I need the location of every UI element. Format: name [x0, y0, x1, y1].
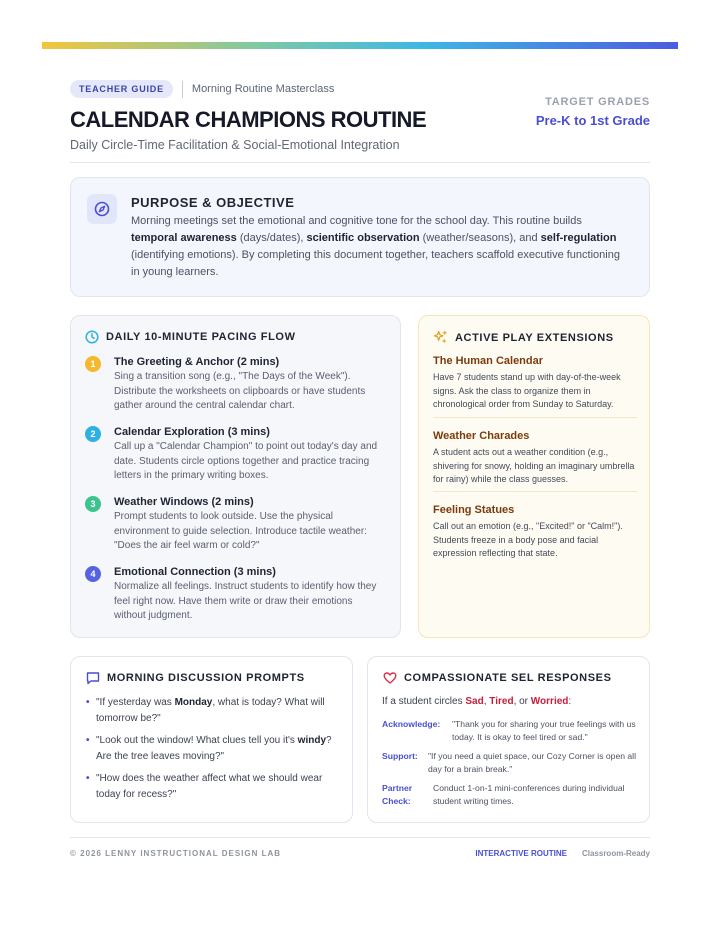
- play-item-body: A student acts out a weather condition (e.g., shivering for snowy, holding an imaginary umbrella for rainy) while the class guesses.: [433, 447, 635, 484]
- play-item-body: Call out an emotion (e.g., "Excited!" or "Calm!"). Students freeze in a body pose and facial expression reflecting that state.: [433, 521, 623, 558]
- step-number: 3: [85, 496, 101, 512]
- sel-key: Partner Check:: [382, 783, 413, 806]
- sel-key: Acknowledge:: [382, 719, 441, 729]
- step-title: Weather Windows (2 mins): [114, 496, 254, 508]
- sel-value: "If you need a quiet space, our Cozy Corner is open all day for a brain break.": [428, 751, 636, 774]
- tag-divider: [182, 81, 183, 98]
- sel-responses-card: [367, 656, 650, 823]
- active-play-card: [418, 315, 650, 638]
- step-title: Calendar Exploration (3 mins): [114, 426, 270, 438]
- sparkle-icon: [433, 330, 448, 345]
- footer-divider: [70, 837, 650, 838]
- prompt-item: • "Look out the window! What clues tell you it's windy? Are the tree leaves moving?": [86, 733, 341, 765]
- step-number: 4: [85, 566, 101, 582]
- footer-status-label: Classroom-Ready: [581, 849, 650, 858]
- play-header: [433, 330, 614, 345]
- pacing-step: [85, 355, 385, 414]
- play-item-title: Weather Charades: [433, 430, 530, 442]
- pacing-header: [85, 330, 296, 344]
- teacher-guide-badge: TEACHER GUIDE: [70, 80, 173, 98]
- prompts-header: [86, 671, 305, 685]
- sel-row-partner-check: [382, 782, 642, 808]
- sel-title: COMPASSIONATE SEL RESPONSES: [404, 672, 612, 684]
- step-body: Sing a transition song (e.g., "The Days of the Week"). Distribute the worksheets on clipboards or have students gather around the central calendar chart.: [114, 371, 366, 411]
- step-body: Normalize all feelings. Instruct students to identify how they feel right now. Have them write or draw their emotions without judgment.: [114, 581, 377, 621]
- play-title: ACTIVE PLAY EXTENSIONS: [455, 331, 614, 344]
- prompt-item: • "If yesterday was Monday, what is today? What will tomorrow be?": [86, 695, 341, 727]
- step-number: 2: [85, 426, 101, 442]
- page-subtitle: Daily Circle-Time Facilitation & Social-Emotional Integration: [70, 138, 400, 152]
- discussion-prompts-card: [70, 656, 353, 823]
- series-label: Morning Routine Masterclass: [191, 83, 335, 95]
- prompts-title: MORNING DISCUSSION PROMPTS: [107, 672, 305, 684]
- step-body: Call up a "Calendar Champion" to point out today's day and date. Students circle options together and practice tracing letters in the primary writing boxes.: [114, 441, 378, 481]
- play-item: [433, 429, 639, 487]
- top-gradient-bar: [42, 42, 678, 49]
- header-divider: [70, 162, 650, 163]
- footer-meta: [475, 849, 650, 858]
- prompt-list: [86, 695, 341, 809]
- prompt-item: • "How does the weather affect what we should wear today for recess?": [86, 771, 341, 803]
- pacing-step: [85, 425, 385, 484]
- step-body: Prompt students to look outside. Use the physical environment to guide selection. Introduce tactile weather: "Does the air feel warm or cold?": [114, 511, 367, 551]
- document-header: [70, 80, 650, 152]
- step-title: Emotional Connection (3 mins): [114, 566, 276, 578]
- compass-icon: [87, 194, 117, 224]
- pacing-title: DAILY 10-MINUTE PACING FLOW: [106, 331, 296, 343]
- grades-label: TARGET GRADES: [545, 96, 650, 108]
- clock-icon: [85, 330, 99, 344]
- target-grades: [536, 96, 650, 128]
- footer-copyright: © 2026 LENNY INSTRUCTIONAL DESIGN LAB: [70, 849, 282, 858]
- sel-header: [383, 671, 612, 685]
- play-item: [433, 503, 639, 561]
- pacing-step: [85, 565, 385, 624]
- play-item-title: The Human Calendar: [433, 355, 544, 367]
- sel-row-acknowledge: [382, 718, 642, 744]
- grades-value: Pre-K to 1st Grade: [535, 113, 650, 128]
- step-number: 1: [85, 356, 101, 372]
- play-item: [433, 354, 639, 412]
- step-title: The Greeting & Anchor (2 mins): [114, 356, 280, 368]
- purpose-card: [70, 177, 650, 297]
- purpose-body: Morning meetings set the emotional and cognitive tone for the school day. This routine builds temporal awareness (days/dates), scientific observation (weather/seasons), and self-regulation (identifying emotions). By completing this document together, teachers scaffold executive functioning in young learners.: [131, 215, 620, 278]
- page-title: CALENDAR CHAMPIONS ROUTINE: [70, 107, 427, 132]
- sel-key: Support:: [382, 751, 418, 761]
- footer-routine-label: INTERACTIVE ROUTINE: [475, 849, 567, 858]
- sel-row-support: [382, 750, 642, 776]
- sel-value: Conduct 1-on-1 mini-conferences during individual student writing times.: [433, 783, 625, 806]
- sel-value: "Thank you for sharing your true feelings with us today. It is okay to feel tired or sad.": [452, 719, 636, 742]
- pacing-step: [85, 495, 385, 554]
- play-divider: [433, 417, 637, 418]
- pacing-card: [70, 315, 401, 638]
- heart-icon: [383, 671, 397, 685]
- purpose-title: PURPOSE & OBJECTIVE: [131, 195, 295, 210]
- chat-bubble-icon: [86, 671, 100, 685]
- play-divider: [433, 491, 637, 492]
- sel-intro: If a student circles Sad, Tired, or Worried:: [382, 696, 572, 707]
- play-item-title: Feeling Statues: [433, 504, 515, 516]
- play-item-body: Have 7 students stand up with day-of-the-week signs. Ask the class to organize them in chronological order from Sunday to Saturday.: [433, 372, 621, 409]
